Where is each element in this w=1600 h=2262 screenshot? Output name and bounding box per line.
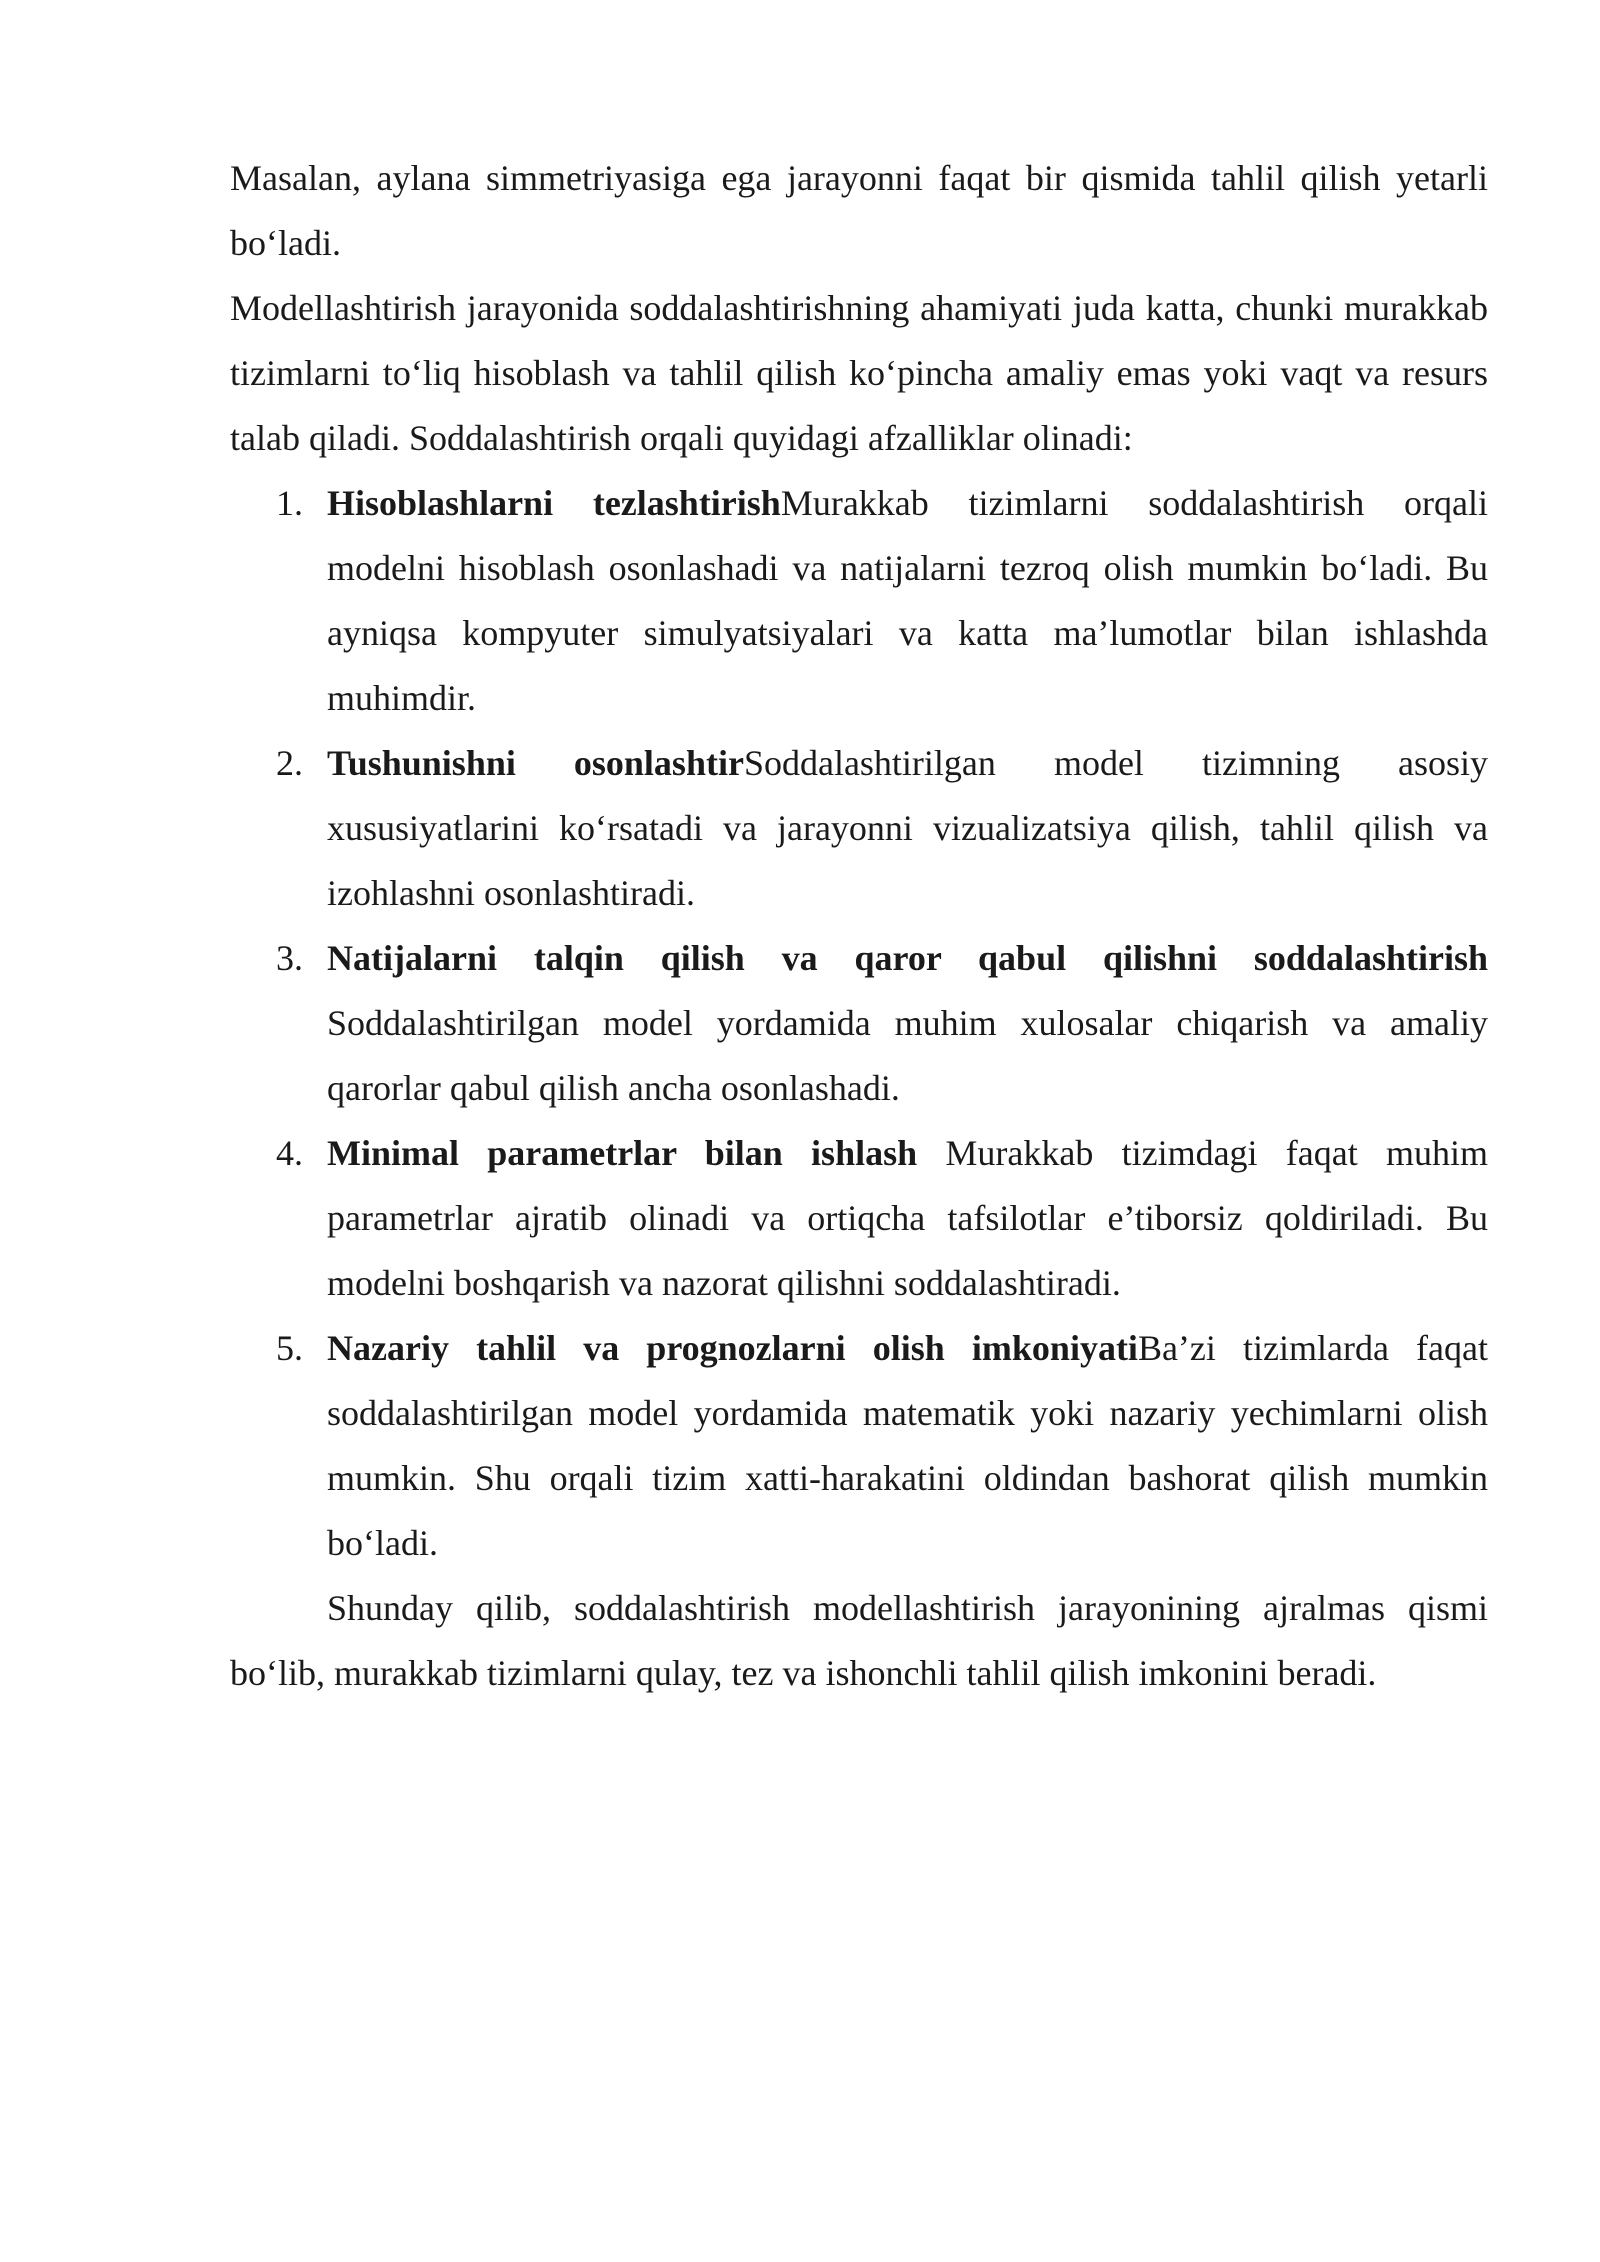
list-item-text: Soddalashtirilgan model yordamida muhim xulosalar chiqarish va amaliy qarorlar qabul qilish ancha osonlashadi. xyxy=(327,1003,1488,1108)
document-body xyxy=(230,146,1488,1706)
list-item-text: Murakkab tizimdagi faqat muhim parametrlar ajratib olinadi va ortiqcha tafsilotlar e’tiborsiz qoldiriladi. Bu modelni boshqarish va nazorat qilishni soddalashtiradi. xyxy=(327,1133,1488,1303)
list-item xyxy=(230,1121,1488,1316)
list-item-number: 4. xyxy=(276,1133,303,1173)
list-item-number: 3. xyxy=(276,938,303,978)
list-item-number: 1. xyxy=(276,483,303,523)
list-item-title: Nazariy tahlil va prognozlarni olish imkoniyati xyxy=(327,1328,1138,1368)
list-item-text: Ba’zi tizimlarda faqat soddalashtirilgan model yordamida matematik yoki nazariy yechimlarni olish mumkin. Shu orqali tizim xatti-harakatini oldindan bashorat qilish mumkin bo‘ladi. xyxy=(327,1328,1488,1563)
list-item-title: Minimal parametrlar bilan ishlash xyxy=(327,1133,918,1173)
paragraph-symmetry-example: Masalan, aylana simmetriyasiga ega jarayonni faqat bir qismida tahlil qilish yetarli bo‘ladi. xyxy=(230,158,1488,263)
list-item-title: Tushunishni osonlashtir xyxy=(327,743,744,783)
list-item-number: 2. xyxy=(276,743,303,783)
list-item-text: Murakkab tizimlarni soddalashtirish orqali modelni hisoblash osonlashadi va natijalarni tezroq olish mumkin bo‘ladi. Bu ayniqsa kompyuter simulyatsiyalari va katta ma’lumotlar bilan ishlashda muhimdir. xyxy=(327,483,1488,718)
list-item xyxy=(230,1316,1488,1576)
list-item xyxy=(230,731,1488,926)
paragraph-simplification-importance: Modellashtirish jarayonida soddalashtirishning ahamiyati juda katta, chunki murakkab tizimlarni to‘liq hisoblash va tahlil qilish ko‘pincha amaliy emas yoki vaqt va resurs talab qiladi. Soddalashtirish orqali quyidagi afzalliklar olinadi: xyxy=(230,288,1488,458)
advantages-list xyxy=(230,471,1488,1576)
list-item-title: Hisoblashlarni tezlashtirish xyxy=(327,483,781,523)
list-item-number: 5. xyxy=(276,1328,303,1368)
list-item-text: Soddalashtirilgan model tizimning asosiy xususiyatlarini ko‘rsatadi va jarayonni vizualizatsiya qilish, tahlil qilish va izohlashni osonlashtiradi. xyxy=(327,743,1488,913)
paragraph-conclusion: Shunday qilib, soddalashtirish modellashtirish jarayonining ajralmas qismi bo‘lib, murakkab tizimlarni qulay, tez va ishonchli tahlil qilish imkonini beradi. xyxy=(230,1588,1488,1693)
list-item xyxy=(230,926,1488,1121)
list-item xyxy=(230,471,1488,731)
list-item-title: Natijalarni talqin qilish va qaror qabul qilishni soddalashtirish xyxy=(327,938,1488,978)
